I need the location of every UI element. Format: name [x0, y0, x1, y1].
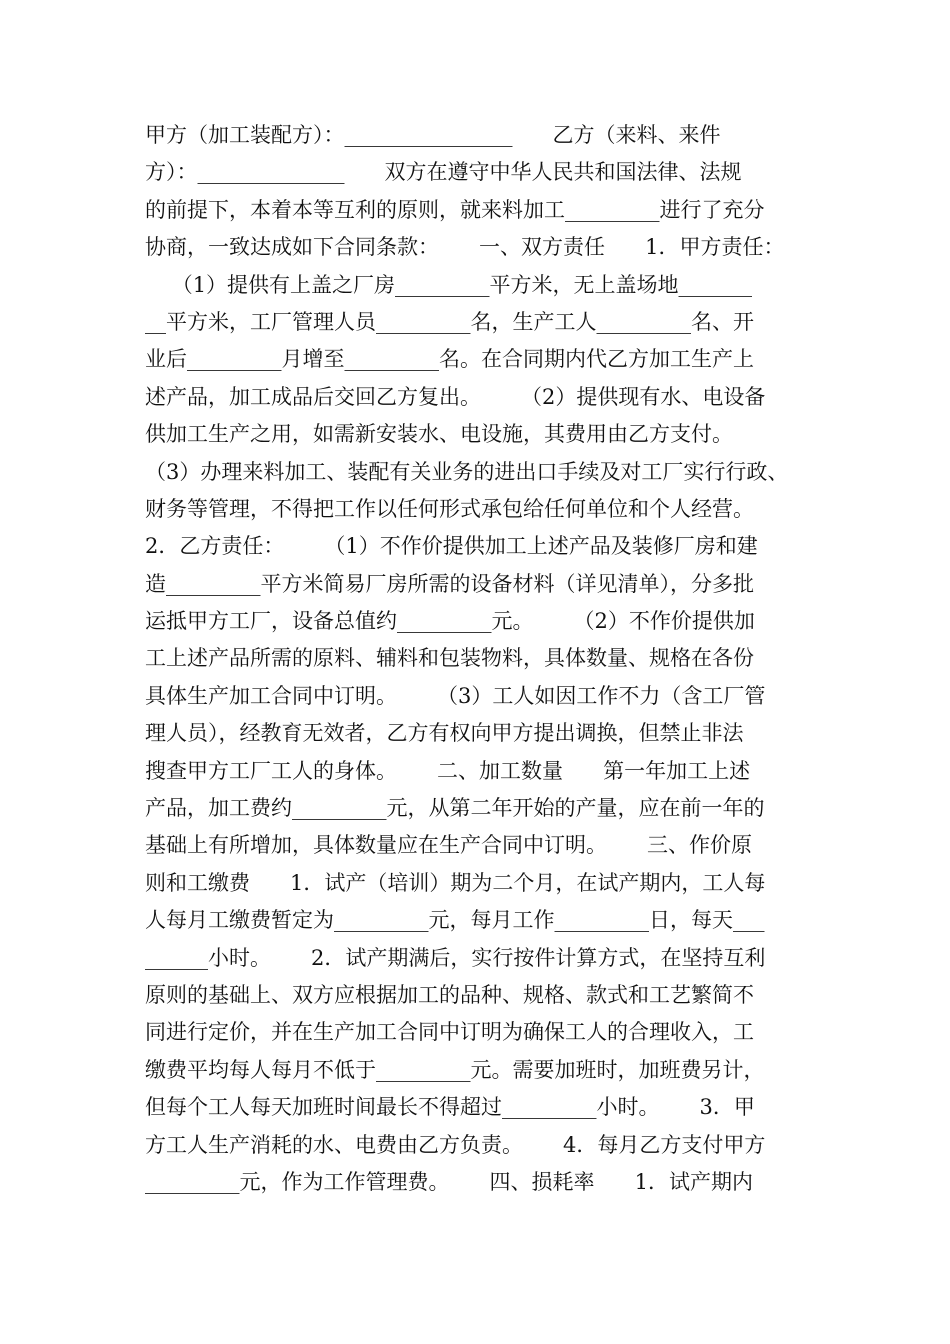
text-line: 协商，一致达成如下合同条款： 一、双方责任 1．甲方责任： [145, 235, 785, 260]
text-line: 述产品，加工成品后交回乙方复出。 （2）提供现有水、电设备 [145, 384, 766, 409]
text-line: _________元，作为工作管理费。 四、损耗率 1．试产期内 [145, 1169, 753, 1194]
text-line: 业后_________月增至_________名。在合同期内代乙方加工生产上 [145, 347, 754, 372]
text-line: 方）：______________ 双方在遵守中华人民共和国法律、法规 [145, 160, 742, 185]
text-line: __平方米，工厂管理人员_________名，生产工人_________名、开 [145, 309, 754, 334]
text-line: 运抵甲方工厂，设备总值约_________元。 （2）不作价提供加 [145, 609, 755, 634]
text-line: 财务等管理，不得把工作以任何形式承包给任何单位和个人经营。 [145, 496, 754, 521]
text-line: 原则的基础上、双方应根据加工的品种、规格、款式和工艺繁简不 [145, 982, 754, 1007]
text-line: 具体生产加工合同中订明。 （3）工人如因工作不力（含工厂管 [145, 683, 766, 708]
text-line: 的前提下，本着本等互利的原则，就来料加工_________进行了充分 [145, 197, 765, 222]
text-line: 缴费平均每人每月不低于_________元。需要加班时，加班费另计， [145, 1057, 765, 1082]
text-line: 同进行定价，并在生产加工合同中订明为确保工人的合理收入，工 [145, 1020, 754, 1045]
text-line: 造_________平方米简易厂房所需的设备材料（详见清单），分多批 [145, 571, 754, 596]
text-line: （3）办理来料加工、装配有关业务的进出口手续及对工厂实行行政、 [145, 459, 789, 484]
text-line: （1）提供有上盖之厂房_________平方米，无上盖场地_______ [145, 272, 753, 297]
contract-body [145, 117, 825, 1201]
text-line: 则和工缴费 1．试产（培训）期为二个月，在试产期内，工人每 [145, 870, 766, 895]
text-line: 方工人生产消耗的水、电费由乙方负责。 4．每月乙方支付甲方 [145, 1132, 766, 1157]
text-line: ______小时。 2．试产期满后，实行按件计算方式，在坚持互利 [145, 945, 766, 970]
text-line: 产品，加工费约_________元，从第二年开始的产量，应在前一年的 [145, 796, 765, 821]
text-line: 2．乙方责任： （1）不作价提供加工上述产品及装修厂房和建 [145, 534, 758, 559]
text-line: 基础上有所增加，具体数量应在生产合同中订明。 三、作价原 [145, 833, 753, 858]
text-line: 供加工生产之用，如需新安装水、电设施，其费用由乙方支付。 [145, 422, 733, 447]
text-line: 搜查甲方工厂工人的身体。 二、加工数量 第一年加工上述 [145, 758, 751, 783]
text-line: 但每个工人每天加班时间最长不得超过_________小时。 3．甲 [145, 1095, 755, 1120]
text-line: 人每月工缴费暂定为_________元，每月工作_________日，每天___ [145, 908, 765, 933]
text-line: 甲方（加工装配方）：________________ 乙方（来料、来件 [145, 123, 721, 147]
text-line: 工上述产品所需的原料、辅料和包装物料，具体数量、规格在各份 [145, 646, 754, 671]
text-line: 理人员），经教育无效者，乙方有权向甲方提出调换，但禁止非法 [145, 721, 744, 746]
